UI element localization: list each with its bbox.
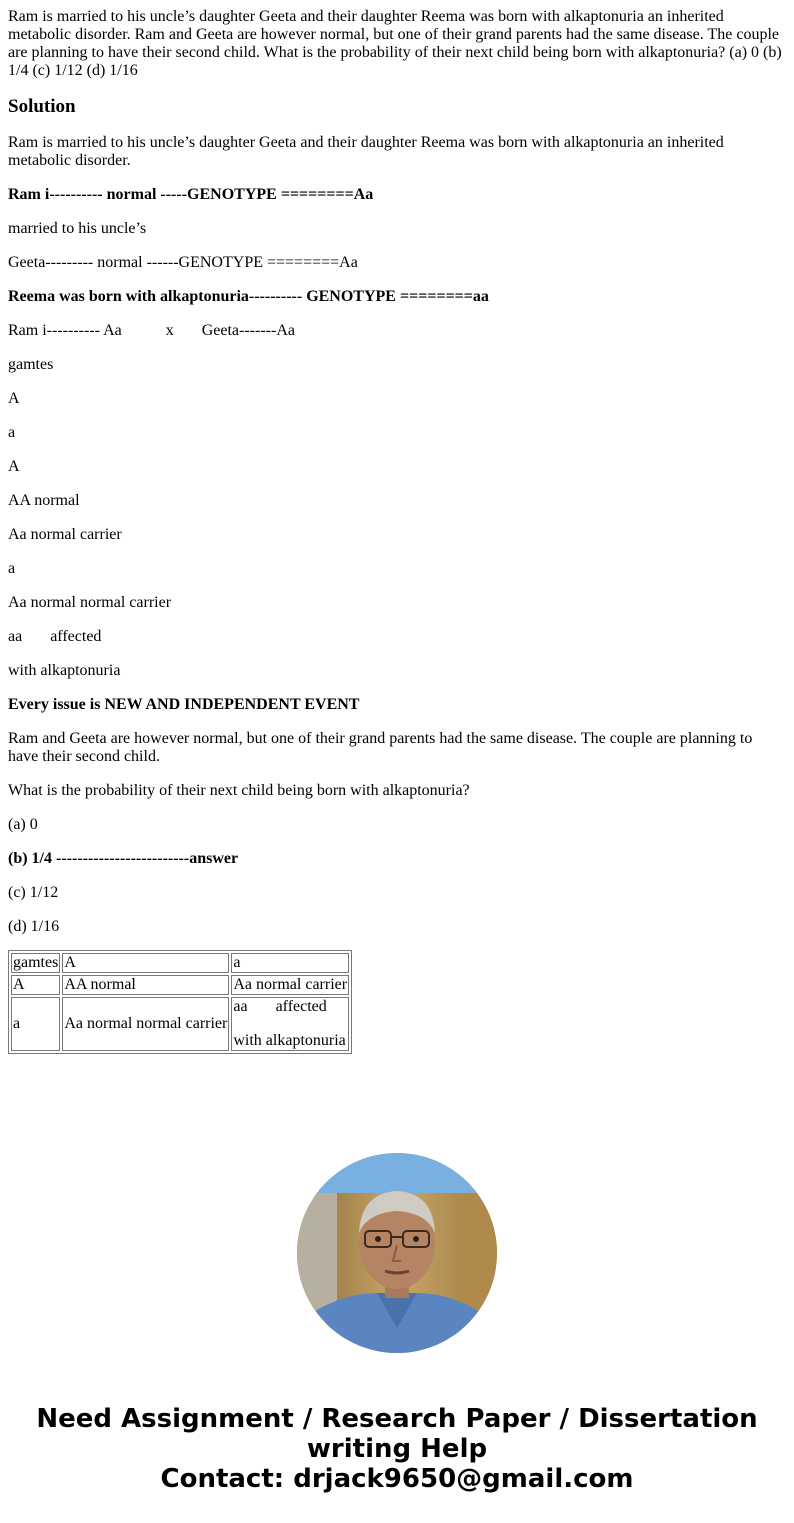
option-a: (a) 0 (8, 816, 38, 833)
table-cell: a (231, 953, 349, 973)
cross-line: Ram i---------- Aa x Geeta-------Aa (8, 322, 295, 339)
cell-spacer (233, 1016, 347, 1032)
author-avatar (297, 1153, 497, 1353)
table-row (11, 997, 349, 1051)
independent-event-line (8, 696, 786, 714)
footer-line-1: Need Assignment / Research Paper / Dissertation (36, 1404, 758, 1434)
restate-paragraph: Ram and Geeta are however normal, but one of their grand parents had the same disease. The couple are planning to have their second child. (8, 730, 753, 765)
table-cell: a (11, 997, 60, 1051)
footer-line-2: writing Help (306, 1434, 488, 1464)
table-cell: Aa normal carrier (233, 976, 348, 993)
question-text: Ram is married to his uncle’s daughter Geeta and their daughter Reema was born with alkaptonuria an inherited metabolic disorder. Ram and Geeta are however normal, but one of their grand parents had the same disease. The couple are planning to have their second child. What is the probability of their next child being born with alkaptonuria? (a) 0 (b) 1/4 (c) 1/12 (d) 1/16 (8, 8, 782, 79)
table-cell-affected (231, 997, 349, 1051)
flat-line-a-row: a (8, 560, 16, 577)
ram-genotype-text: Ram i---------- normal -----GENOTYPE ========Aa (8, 186, 374, 203)
flat-line-Aa-normal-carrier: Aa normal normal carrier (8, 594, 172, 611)
punnett-square-table (8, 950, 352, 1054)
independent-event-text: Every issue is NEW AND INDEPENDENT EVENT (8, 696, 360, 713)
table-cell: A (11, 975, 60, 995)
option-b-text: (b) 1/4 -------------------------answer (8, 850, 239, 867)
geeta-genotype-line: Geeta--------- normal ------GENOTYPE ========Aa (8, 254, 358, 271)
flat-line-a-header: a (8, 424, 16, 441)
flat-line-with-alkaptonuria: with alkaptonuria (8, 662, 121, 679)
table-cell: A (62, 953, 229, 973)
document-body (8, 8, 786, 1054)
reema-genotype-text: Reema was born with alkaptonuria---------- GENOTYPE ========aa (8, 288, 489, 305)
author-portrait-image (297, 1153, 497, 1353)
intro-paragraph: Ram is married to his uncle’s daughter Geeta and their daughter Reema was born with alkaptonuria an inherited metabolic disorder. (8, 134, 724, 169)
option-d: (d) 1/16 (8, 918, 60, 935)
alkaptonuria-text: with alkaptonuria (233, 1032, 346, 1049)
footer-banner (0, 1404, 794, 1494)
flat-line-A-header: A (8, 390, 20, 407)
option-b-answer (8, 850, 786, 868)
question-line: What is the probability of their next child being born with alkaptonuria? (8, 782, 470, 799)
ram-genotype-line (8, 186, 786, 204)
flat-line-gamtes: gamtes (8, 356, 54, 373)
table-row (11, 975, 349, 995)
flat-line-Aa-carrier: Aa normal carrier (8, 526, 122, 543)
table-row (11, 953, 349, 973)
affected-text: aa affected (233, 998, 327, 1015)
reema-genotype-line (8, 288, 786, 306)
footer-contact: Contact: drjack9650@gmail.com (160, 1464, 634, 1494)
table-cell: AA normal (62, 975, 229, 995)
option-c: (c) 1/12 (8, 884, 59, 901)
flat-line-A-row: A (8, 458, 20, 475)
solution-heading: Solution (8, 96, 76, 117)
table-cell: Aa normal normal carrier (62, 997, 229, 1051)
flat-line-AA-normal: AA normal (8, 492, 80, 509)
table-cell: gamtes (13, 954, 59, 971)
flat-line-aa-affected: aa affected (8, 628, 102, 645)
married-line: married to his uncle’s (8, 220, 147, 237)
